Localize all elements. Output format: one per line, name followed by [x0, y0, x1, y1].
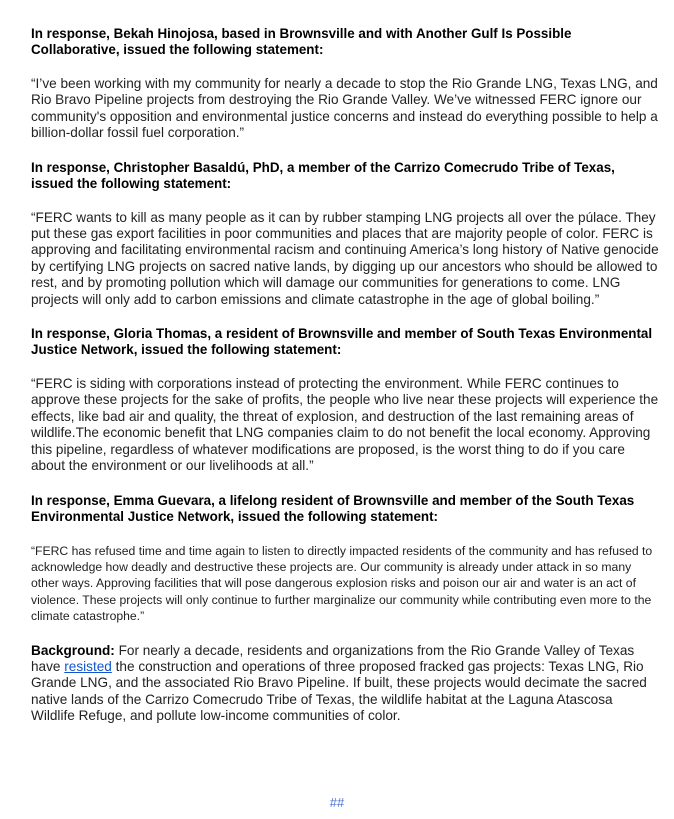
statement-heading-guevara: In response, Emma Guevara, a lifelong resident of Brownsville and member of the South Texas Environmental Justice Network, issued the following statement:	[31, 492, 635, 524]
end-mark: ##	[329, 795, 345, 810]
background-label: Background:	[31, 642, 115, 658]
background-text-after: the construction and operations of three proposed fracked gas projects: Texas LNG, Rio Grande LNG, and the associated Rio Bravo Pipeline. If built, these projects would decimate the sacred native lands of the Carrizo Comecrudo Tribe of Texas, the wildlife habitat at the Laguna Atascosa Wildlife Refuge, and pollute low-income communities of color.	[31, 658, 647, 724]
statement-quote-thomas: “FERC is siding with corporations instead of protecting the environment. While FERC continues to approve these projects for the sake of profits, the people who live near these projects will experience the effects, like bad air and quality, the threat of explosion, and destruction of the last remaining areas of wildlife.The economic benefit that LNG companies claim to do not benefit the local economy. Approving this pipeline, regardless of whatever modifications are proposed, is the worst thing to do if you care about the environment or our livelihoods at all.”	[31, 376, 659, 474]
statement-heading-basaldu: In response, Christopher Basaldú, PhD, a member of the Carrizo Comecrudo Tribe of Texas, issued the following statement:	[31, 159, 615, 191]
press-release-body	[31, 26, 659, 725]
statement-quote-basaldu: “FERC wants to kill as many people as it can by rubber stamping LNG projects all over the púlace. They put these gas export facilities in poor communities and places that are majority people of color. FERC is approving and facilitating environmental racism and continuing America’s long history of Native genocide by certifying LNG projects on sacred native lands, by digging up our ancestors who should be allowed to rest, and by promoting pollution which will damage our communities for generations to come. LNG projects will only add to carbon emissions and climate catastrophe in the age of global boiling.”	[31, 209, 659, 307]
resisted-link[interactable]: resisted	[64, 658, 112, 674]
statement-heading-hinojosa: In response, Bekah Hinojosa, based in Brownsville and with Another Gulf Is Possible Collaborative, issued the following statement:	[31, 26, 572, 57]
background-paragraph	[31, 643, 659, 725]
statement-quote-hinojosa: “I’ve been working with my community for nearly a decade to stop the Rio Grande LNG, Texas LNG, and Rio Bravo Pipeline projects from destroying the Rio Grande Valley. We’ve witnessed FERC ignore our community's opposition and environmental justice concerns and instead do everything possible to help a billion-dollar fossil fuel corporation.”	[31, 76, 658, 141]
statement-quote-guevara: “FERC has refused time and time again to listen to directly impacted residents of the community and has refused to acknowledge how deadly and destructive these projects are. Our community is already under attack in so many other ways. Approving facilities that will pose dangerous explosion risks and poison our air and water is an act of violence. These projects will only continue to further marginalize our community while contributing even more to the climate catastrophe.”	[31, 543, 653, 624]
statement-heading-thomas: In response, Gloria Thomas, a resident of Brownsville and member of South Texas Environmental Justice Network, issued the following statement:	[31, 326, 653, 358]
background-text-before: For nearly a decade, residents and organizations from the Rio Grande Valley of Texas have	[31, 642, 635, 674]
